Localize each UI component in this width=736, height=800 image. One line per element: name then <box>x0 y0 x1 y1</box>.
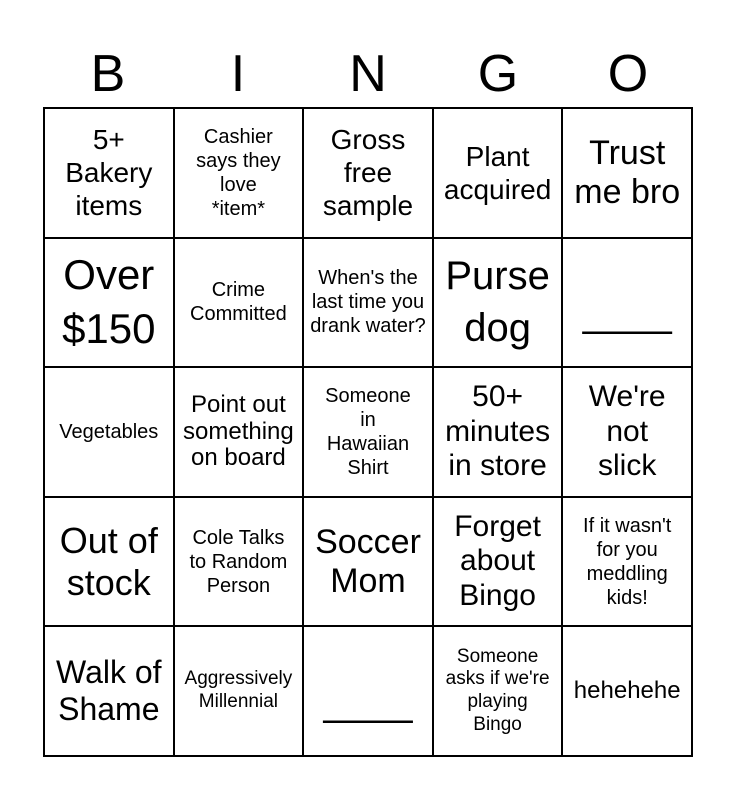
bingo-cell[interactable]: ____ <box>303 626 433 756</box>
bingo-cell[interactable]: If it wasn't for you meddling kids! <box>562 497 692 627</box>
bingo-cell[interactable]: Soccer Mom <box>303 497 433 627</box>
bingo-cell[interactable]: Purse dog <box>433 238 563 368</box>
header-letter-g: G <box>477 45 519 103</box>
header-letter-n: N <box>349 45 387 103</box>
bingo-cell[interactable]: Someone in Hawaiian Shirt <box>303 367 433 497</box>
bingo-cell[interactable]: 5+ Bakery items <box>44 108 174 238</box>
bingo-cell[interactable]: We're not slick <box>562 367 692 497</box>
bingo-cell[interactable]: Walk of Shame <box>44 626 174 756</box>
bingo-cell[interactable]: Crime Committed <box>174 238 304 368</box>
header-letter-b: B <box>90 45 126 103</box>
bingo-cell[interactable]: Vegetables <box>44 367 174 497</box>
bingo-cell[interactable]: Forget about Bingo <box>433 497 563 627</box>
bingo-header <box>43 40 693 108</box>
bingo-cell[interactable]: hehehehe <box>562 626 692 756</box>
bingo-board <box>43 107 693 757</box>
bingo-cell[interactable]: ____ <box>562 238 692 368</box>
bingo-cell[interactable]: 50+ minutes in store <box>433 367 563 497</box>
bingo-cell[interactable]: Gross free sample <box>303 108 433 238</box>
bingo-cell[interactable]: Trust me bro <box>562 108 692 238</box>
bingo-cell[interactable]: Out of stock <box>44 497 174 627</box>
bingo-cell[interactable]: When's the last time you drank water? <box>303 238 433 368</box>
bingo-cell[interactable]: Aggressively Millennial <box>174 626 304 756</box>
bingo-cell[interactable]: Point out something on board <box>174 367 304 497</box>
bingo-cell[interactable]: Cashier says they love *item* <box>174 108 304 238</box>
bingo-cell[interactable]: Someone asks if we're playing Bingo <box>433 626 563 756</box>
bingo-cell[interactable]: Plant acquired <box>433 108 563 238</box>
bingo-cell[interactable]: Over $150 <box>44 238 174 368</box>
bingo-cell[interactable]: Cole Talks to Random Person <box>174 497 304 627</box>
header-letter-i: I <box>230 45 246 103</box>
header-letter-o: O <box>607 45 649 103</box>
